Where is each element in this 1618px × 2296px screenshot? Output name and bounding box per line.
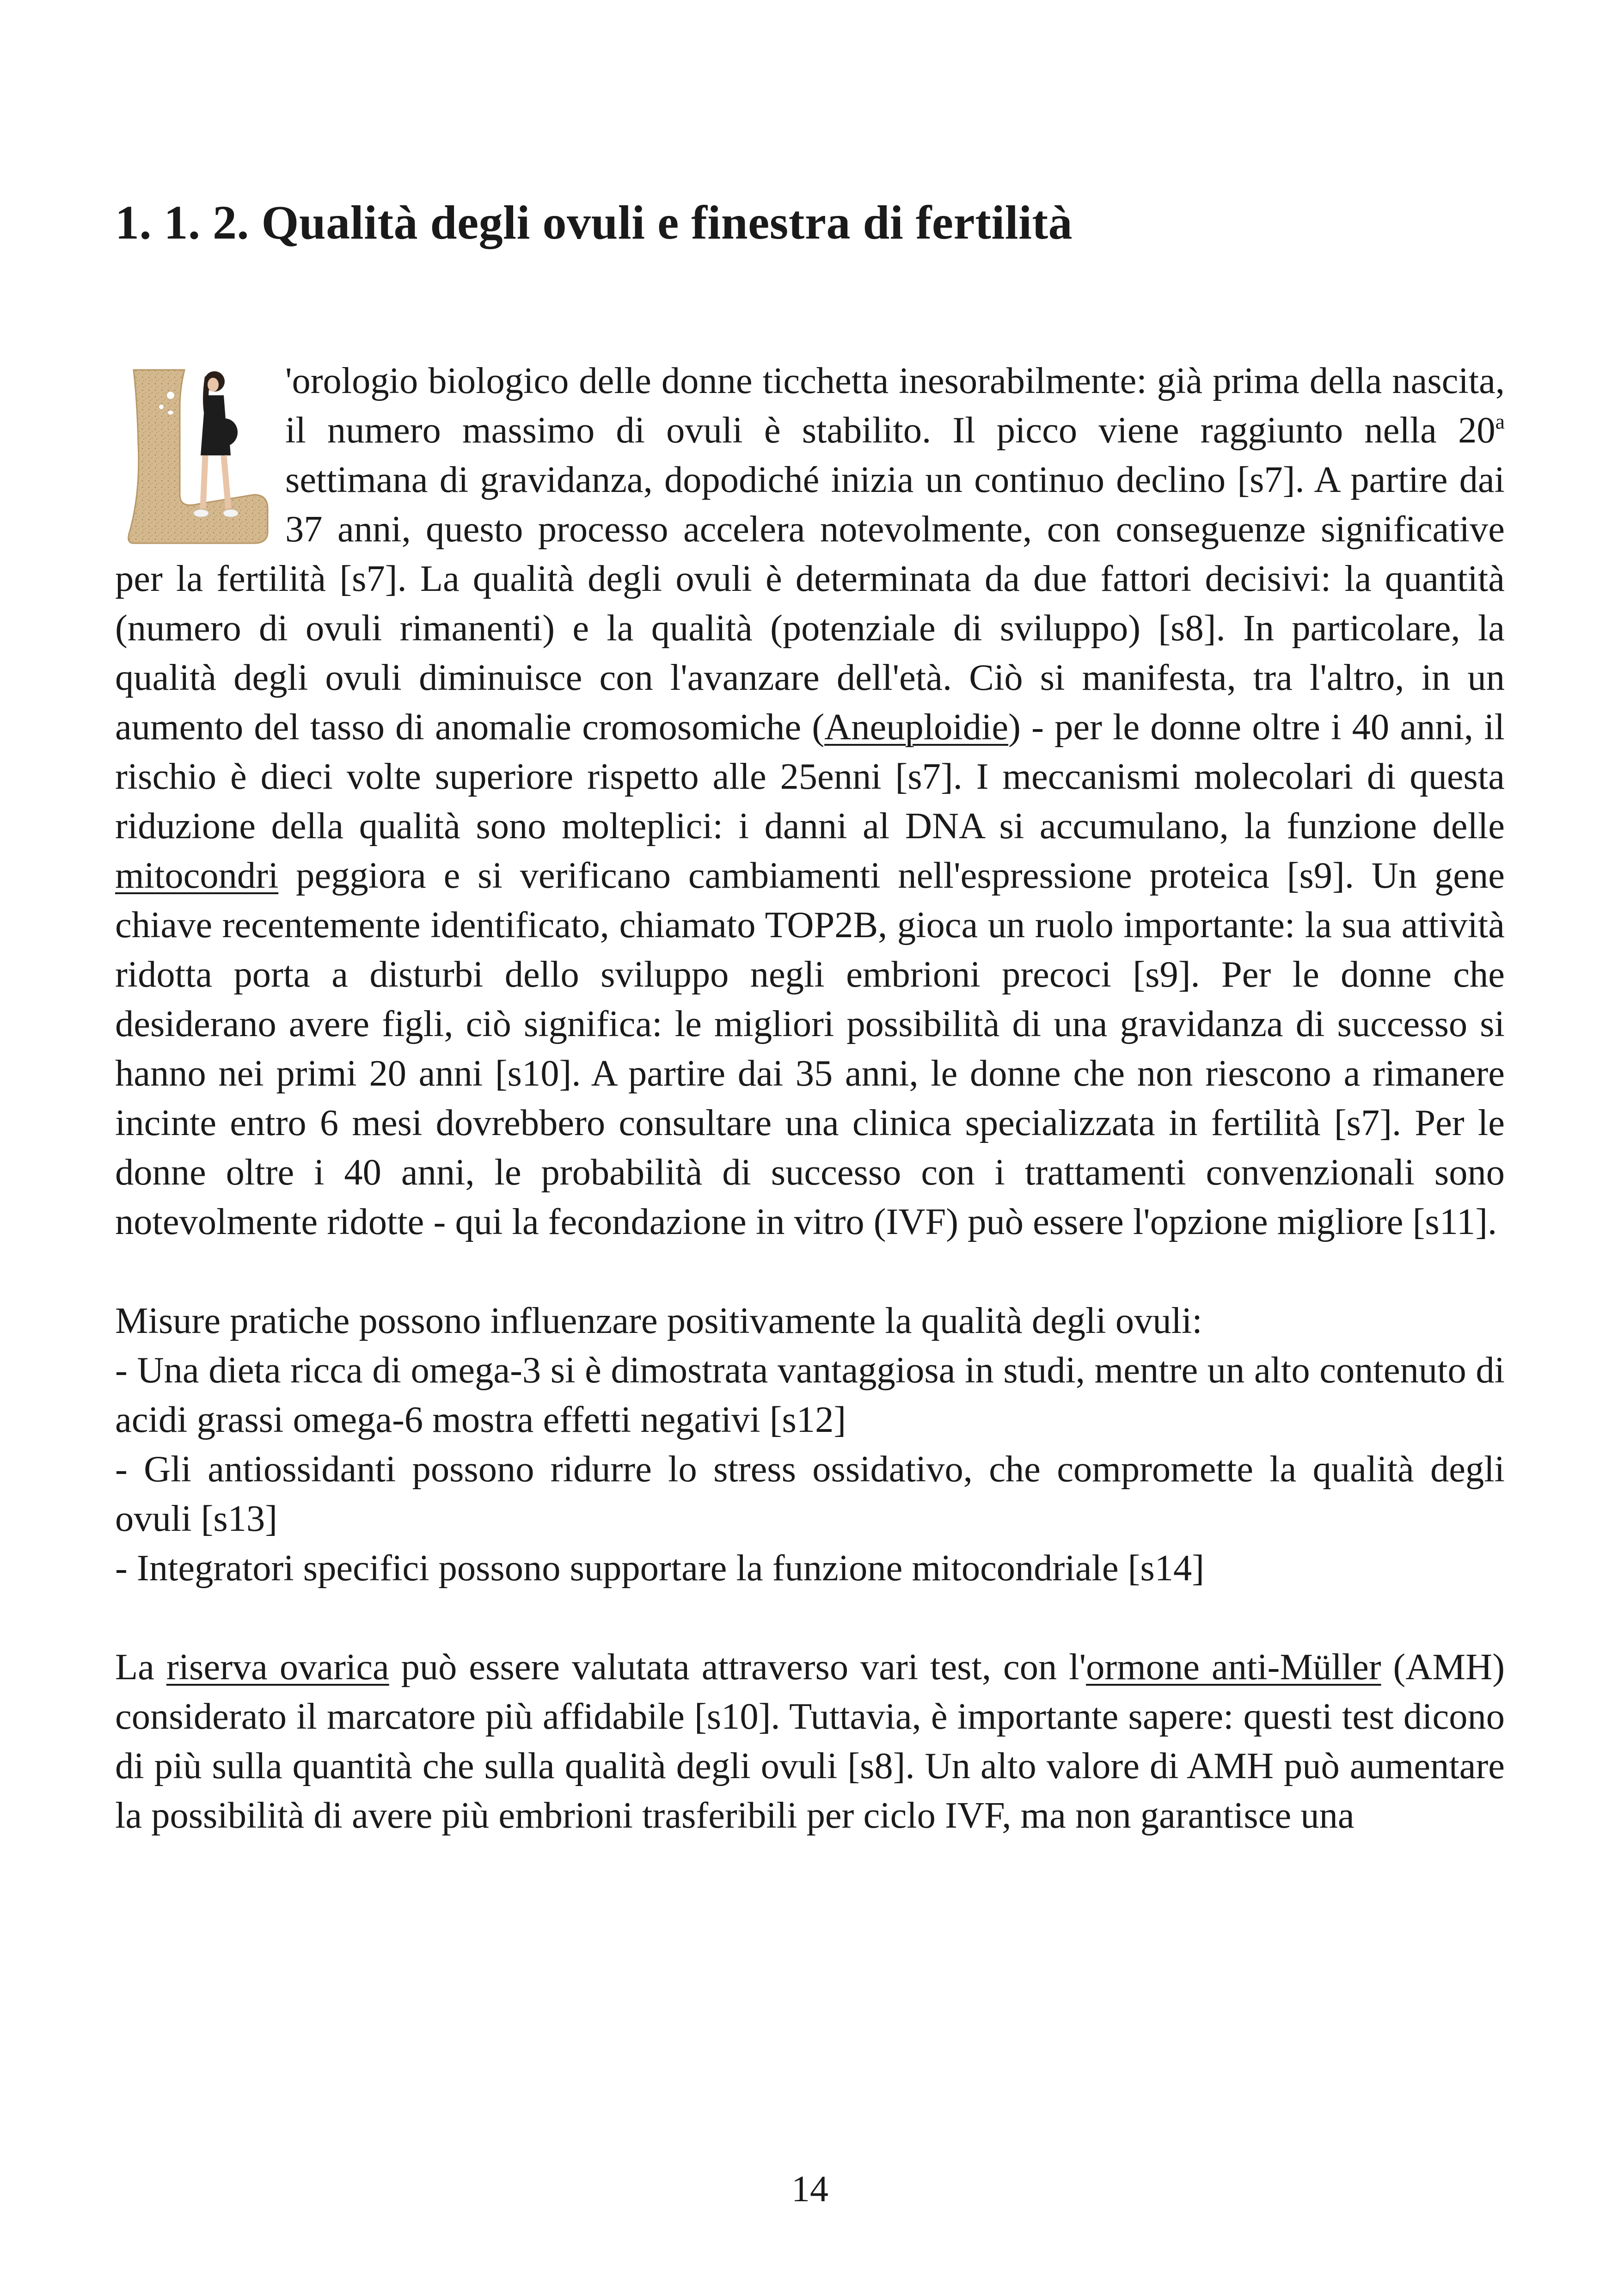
measure-item: - Integratori specifici possono supportare la funzione mitocondriale [s14] — [115, 1547, 1205, 1589]
paragraph-ovarian-reserve — [115, 1642, 1505, 1840]
paragraph-intro — [115, 356, 1505, 1246]
measures-intro: Misure pratiche possono influenzare positivamente la qualità degli ovuli: — [115, 1300, 1202, 1341]
ordinal-superscript: a — [1495, 410, 1505, 433]
page-number: 14 — [791, 2169, 828, 2210]
ormone-anti-muller-link[interactable]: ormone anti-Müller — [1086, 1646, 1381, 1688]
section-heading: 1. 1. 2. Qualità degli ovuli e finestra di fertilità — [115, 196, 1073, 249]
paragraph1-text-1: 'orologio biologico delle donne ticchetta inesorabilmente: già prima della nascita, il numero massimo di ovuli è stabilito. Il picco viene raggiunto nella 20 — [285, 360, 1505, 451]
paragraph1-text-4: peggiora e si verificano cambiamenti nell'espressione proteica [s9]. Un gene chiave recentemente identificato, chiamato TOP2B, gioca un ruolo importante: la sua attività ridotta porta a disturbi dello sviluppo negli embrioni precoci [s9]. Per le donne che desiderano avere figli, ciò significa: le migliori possibilità di una gravidanza di successo si hanno nei primi 20 anni [s10]. A partire dai 35 anni, le donne che non riescono a rimanere incinte entro 6 mesi dovrebbero consultare una clinica specializzata in fertilità [s7]. Per le donne oltre i 40 anni, le probabilità di successo con i trattamenti convenzionali sono notevolmente ridotte - qui la fecondazione in vitro (IVF) può essere l'opzione migliore [s11]. — [115, 855, 1505, 1242]
riserva-ovarica-link[interactable]: riserva ovarica — [166, 1646, 389, 1688]
mitocondri-link[interactable]: mitocondri — [115, 855, 279, 896]
measure-item: - Gli antiossidanti possono ridurre lo stress ossidativo, che compromette la qualità degli ovuli [s13] — [115, 1449, 1505, 1539]
aneuploidie-link[interactable]: Aneuploidie — [824, 706, 1009, 748]
dropcap-illustration — [115, 356, 273, 550]
paragraph3-text-2: può essere valutata attraverso vari test, con l' — [389, 1646, 1086, 1688]
paragraph-spacer — [115, 1246, 1505, 1296]
paragraph3-text-3: (AMH) considerato il marcatore più affidabile [s10]. Tuttavia, è importante sapere: questi test dicono di più sulla quantità che sulla qualità degli ovuli [s8]. Un alto valore di AMH può aumentare la possibilità di avere più embrioni trasferibili per ciclo IVF, ma non garantisce una — [115, 1646, 1505, 1836]
paragraph-measures — [115, 1296, 1505, 1593]
measure-item: - Una dieta ricca di omega-3 si è dimostrata vantaggiosa in studi, mentre un alto contenuto di acidi grassi omega-6 mostra effetti negativi [s12] — [115, 1350, 1505, 1440]
paragraph3-text-1: La — [115, 1646, 166, 1688]
document-page — [115, 0, 1505, 2296]
body-text — [115, 356, 1505, 1840]
paragraph-spacer — [115, 1593, 1505, 1642]
paragraph1-text-3: ) - per le donne oltre i 40 anni, il rischio è dieci volte superiore rispetto alle 25enni [s7]. I meccanismi molecolari di questa riduzione della qualità sono molteplici: i danni al DNA si accumulano, la funzione delle — [115, 706, 1505, 847]
paragraph1-text-2: settimana di gravidanza, dopodiché inizia un continuo declino [s7]. A partire dai 37 anni, questo processo accelera notevolmente, con conseguenze significative per la fertilità [s7]. La qualità degli ovuli è determinata da due fattori decisivi: la quantità (numero di ovuli rimanenti) e la qualità (potenziale di sviluppo) [s8]. In particolare, la qualità degli ovuli diminuisce con l'avanzare dell'età. Ciò si manifesta, tra l'altro, in un aumento del tasso di anomalie cromosomiche ( — [115, 459, 1505, 748]
